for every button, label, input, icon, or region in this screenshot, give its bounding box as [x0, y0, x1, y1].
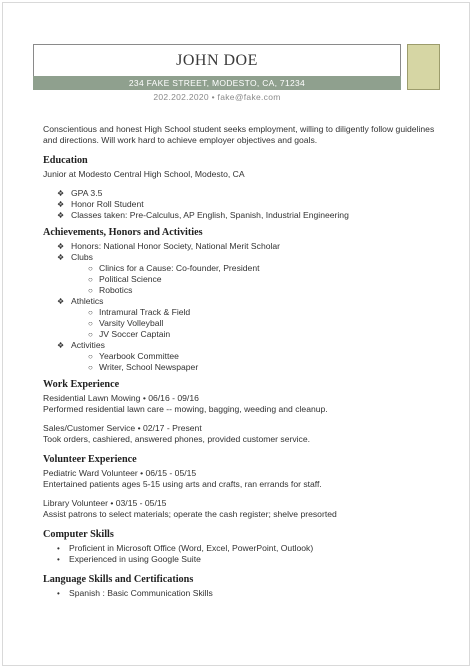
computer-skills-list [43, 543, 443, 565]
education-section [43, 154, 443, 221]
bullet-icon: • [57, 589, 60, 598]
list-item: • Proficient in Microsoft Office (Word, Excel, PowerPoint, Outlook) [57, 543, 314, 553]
list-item: ○ Varsity Volleyball [88, 318, 164, 328]
list-item: ○ JV Soccer Captain [88, 329, 171, 339]
resume-name: JOHN DOE [176, 52, 258, 69]
bullet-icon: • [57, 555, 60, 564]
circle-bullet-icon: ○ [88, 308, 93, 317]
diamond-bullet-icon: ❖ [57, 200, 65, 209]
circle-bullet-icon: ○ [88, 275, 93, 284]
job-description: Performed residential lawn care -- mowing, bagging, weeding and cleanup. [43, 404, 328, 414]
circle-bullet-icon: ○ [88, 330, 93, 339]
section-heading-achievements: Achievements, Honors and Activities [43, 227, 203, 238]
section-heading-volunteer: Volunteer Experience [43, 454, 137, 465]
diamond-bullet-icon: ❖ [57, 341, 65, 350]
volunteer-section [43, 453, 443, 520]
address-bar: 234 FAKE STREET, MODESTO, CA, 71234 [33, 76, 401, 90]
resume-body [43, 124, 443, 599]
list-item: ○ Robotics [88, 285, 133, 295]
achievements-section [43, 226, 443, 373]
list-item: ○ Political Science [88, 274, 162, 284]
list-item: ❖ Honors: National Honor Society, National Merit Scholar [57, 241, 281, 251]
accent-square [407, 44, 440, 90]
education-list [43, 188, 443, 221]
athletics-list [71, 307, 443, 340]
list-item: ❖ Clubs ○ Clinics for a Cause: Co-founder, President ○ Political Science ○ Robotics [55, 252, 443, 296]
diamond-bullet-icon: ❖ [57, 189, 65, 198]
language-section [43, 573, 443, 599]
circle-bullet-icon: ○ [88, 352, 93, 361]
list-item: ○ Yearbook Committee [88, 351, 179, 361]
list-item: ○ Intramural Track & Field [88, 307, 191, 317]
job-title: Residential Lawn Mowing • 06/16 - 09/16 [43, 393, 199, 403]
volunteer-title: Library Volunteer • 03/15 - 05/15 [43, 498, 167, 508]
achievements-list [43, 241, 443, 373]
section-heading-education: Education [43, 155, 88, 166]
language-list [43, 588, 443, 599]
circle-bullet-icon: ○ [88, 264, 93, 273]
contact-line: 202.202.2020 • fake@fake.com [153, 92, 281, 102]
activities-list [71, 351, 443, 373]
computer-skills-section [43, 528, 443, 565]
list-item: ❖ Classes taken: Pre-Calculus, AP English, Spanish, Industrial Engineering [57, 210, 349, 220]
list-item: ○ Clinics for a Cause: Co-founder, President [88, 263, 260, 273]
list-item: ❖ Activities ○ Yearbook Committee ○ Writer, School Newspaper [55, 340, 443, 373]
volunteer-description: Entertained patients ages 5-15 using arts and crafts, ran errands for staff. [43, 479, 322, 489]
circle-bullet-icon: ○ [88, 319, 93, 328]
clubs-list [71, 263, 443, 296]
list-item: ❖ Athletics ○ Intramural Track & Field ○ Varsity Volleyball ○ JV Soccer Captain [55, 296, 443, 340]
school-line: Junior at Modesto Central High School, Modesto, CA [43, 169, 245, 179]
diamond-bullet-icon: ❖ [57, 297, 65, 306]
job-description: Took orders, cashiered, answered phones, provided customer service. [43, 434, 311, 444]
section-heading-computer-skills: Computer Skills [43, 529, 114, 540]
circle-bullet-icon: ○ [88, 363, 93, 372]
diamond-bullet-icon: ❖ [57, 211, 65, 220]
list-item: ❖ Honor Roll Student [57, 199, 144, 209]
summary-paragraph: Conscientious and honest High School student seeks employment, willing to diligently follow guidelines and directions. Will work hard to achieve employer objectives and goals. [43, 124, 435, 145]
circle-bullet-icon: ○ [88, 286, 93, 295]
list-item: • Experienced in using Google Suite [57, 554, 201, 564]
section-heading-work: Work Experience [43, 379, 120, 390]
list-item: ○ Writer, School Newspaper [88, 362, 199, 372]
work-section [43, 378, 443, 445]
list-item: • Spanish : Basic Communication Skills [57, 588, 213, 598]
job-title: Sales/Customer Service • 02/17 - Present [43, 423, 202, 433]
section-heading-language: Language Skills and Certifications [43, 574, 194, 585]
volunteer-description: Assist patrons to select materials; operate the cash register; shelve presorted [43, 509, 337, 519]
diamond-bullet-icon: ❖ [57, 242, 65, 251]
diamond-bullet-icon: ❖ [57, 253, 65, 262]
list-item: ❖ GPA 3.5 [57, 188, 103, 198]
bullet-icon: • [57, 544, 60, 553]
volunteer-title: Pediatric Ward Volunteer • 06/15 - 05/15 [43, 468, 197, 478]
